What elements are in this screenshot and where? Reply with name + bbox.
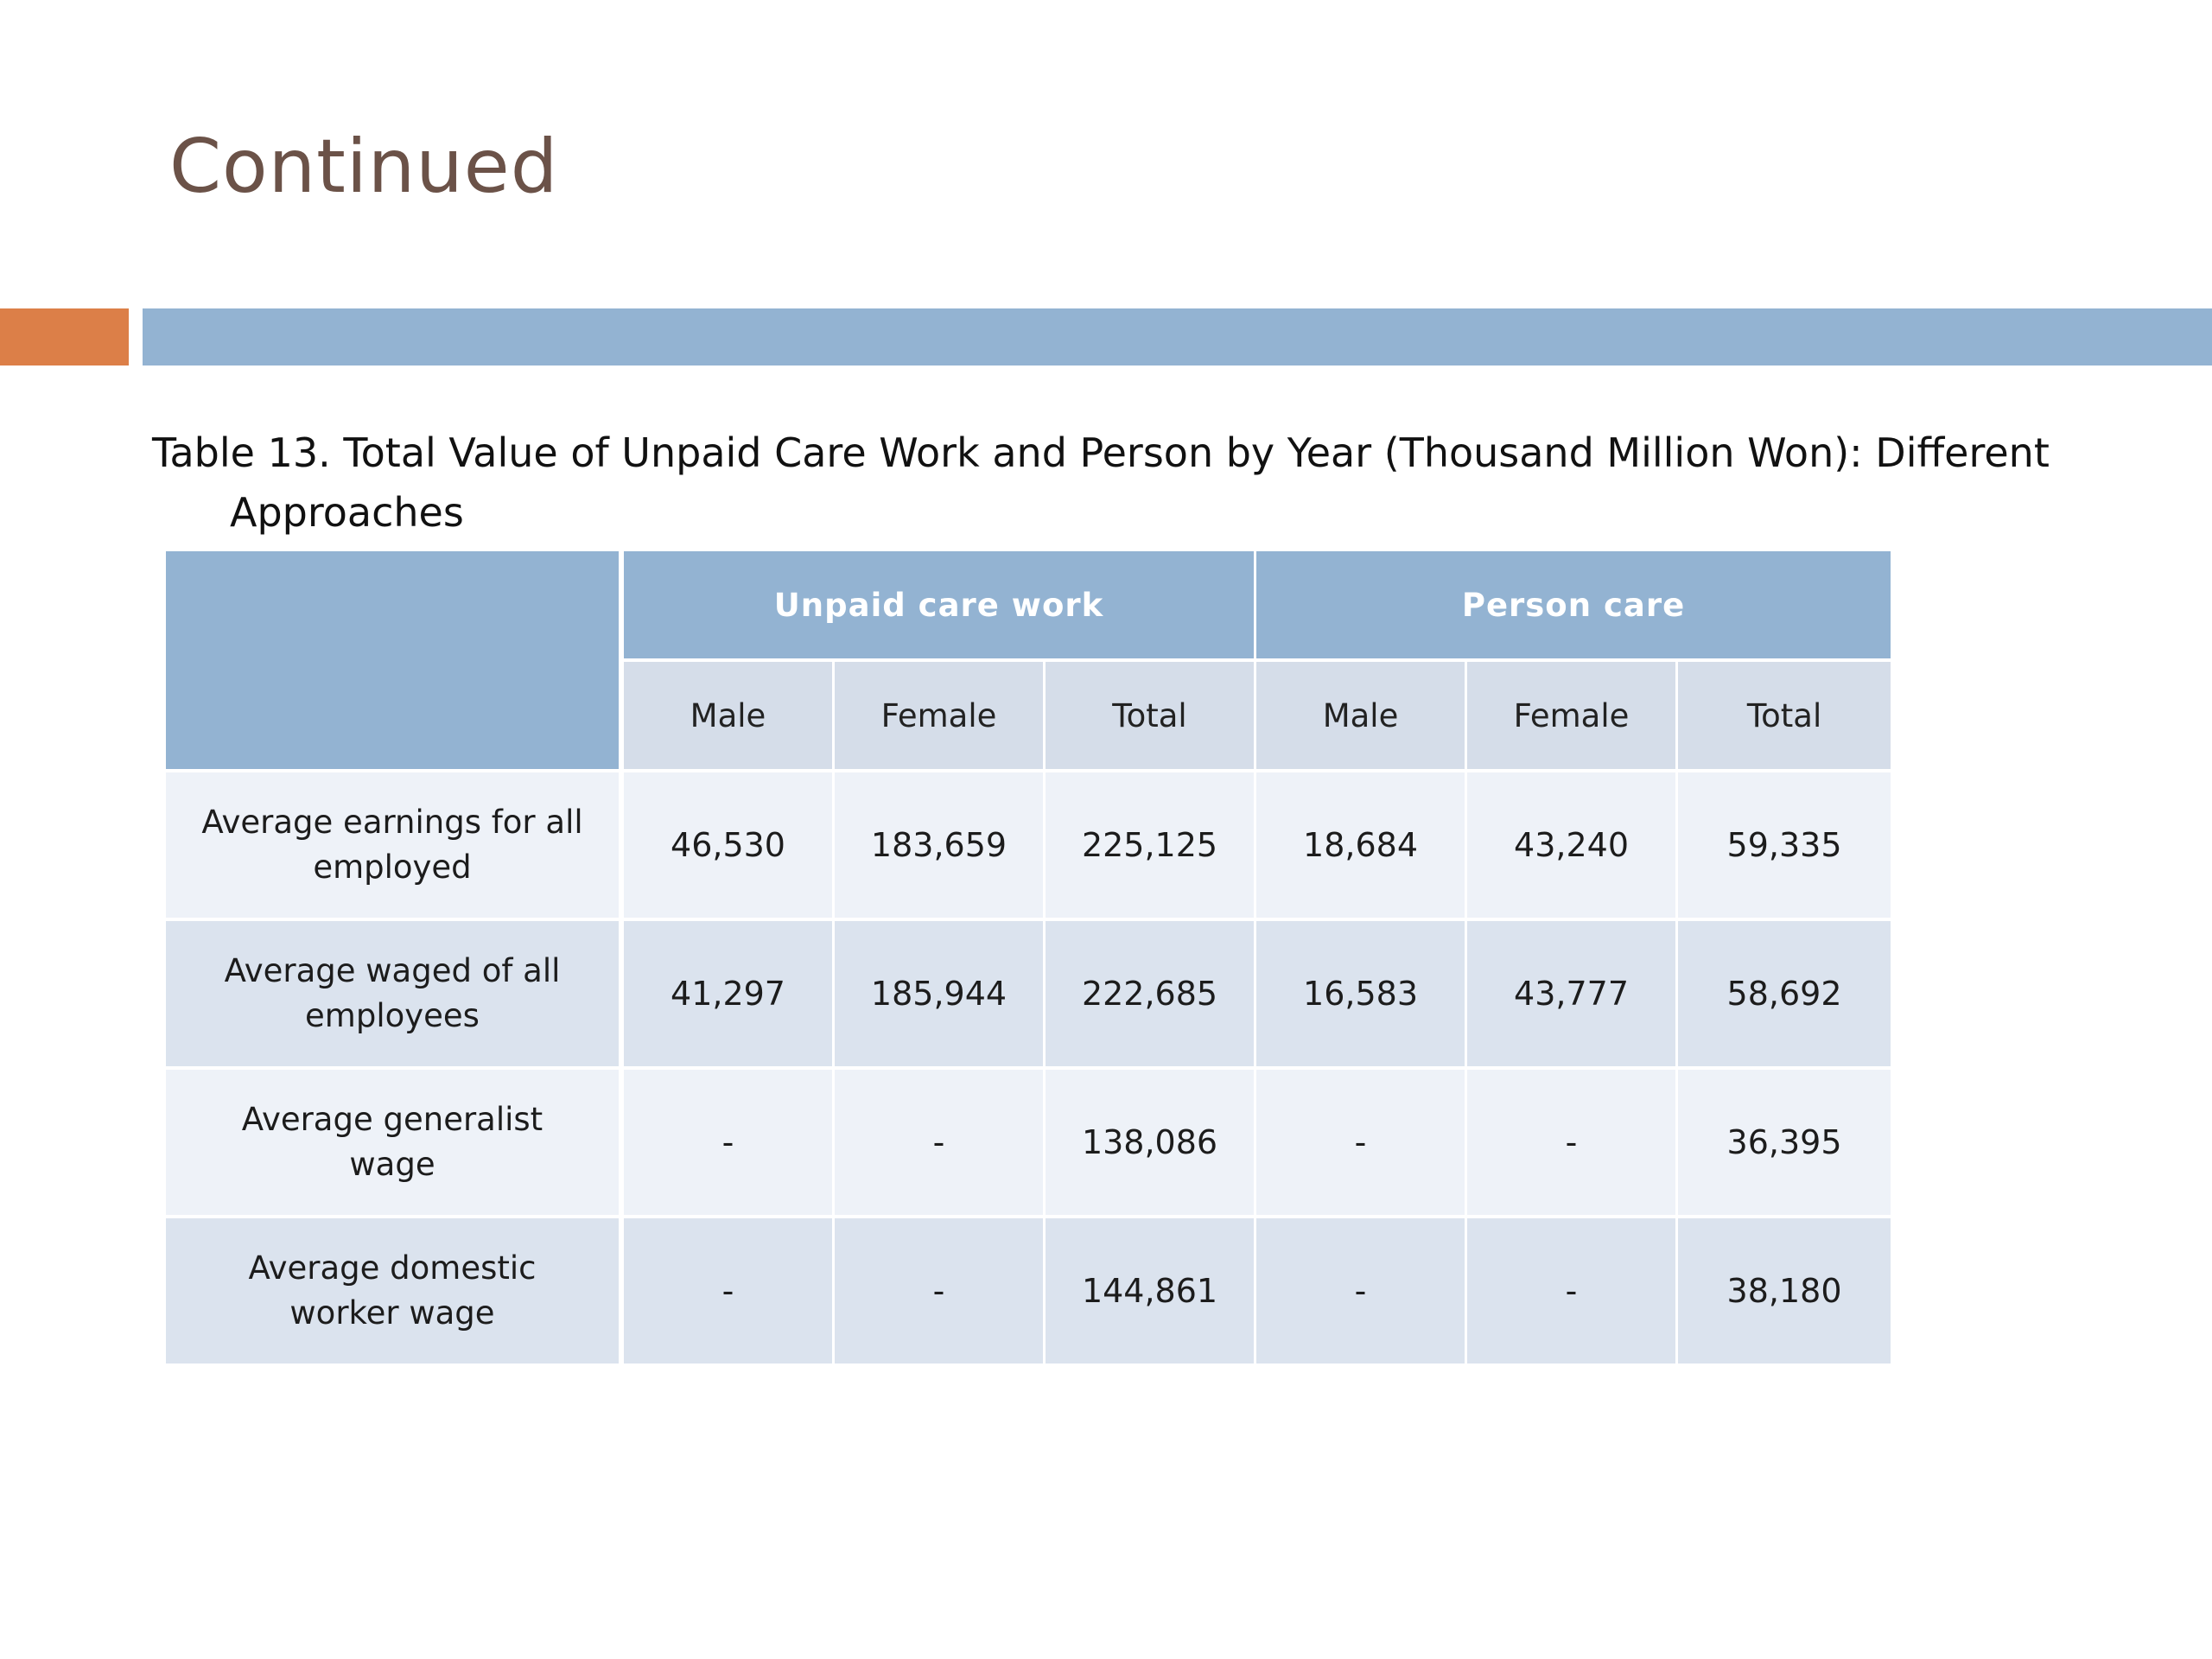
column-header-unpaid-total: Total <box>1046 662 1256 772</box>
table-cell: 43,240 <box>1467 772 1678 921</box>
table-cell: 18,684 <box>1256 772 1467 921</box>
accent-bar-orange <box>0 308 129 365</box>
table-cell: 43,777 <box>1467 921 1678 1070</box>
table-cell: 144,861 <box>1046 1218 1256 1367</box>
table-cell: 185,944 <box>835 921 1046 1070</box>
column-header-unpaid-female: Female <box>835 662 1046 772</box>
table-row <box>166 1070 1891 1218</box>
row-label: Average generalist wage <box>166 1070 624 1218</box>
table-row <box>166 1218 1891 1367</box>
table-cell: 59,335 <box>1678 772 1891 921</box>
slide-title: Continued <box>169 124 559 210</box>
table-cell: - <box>624 1070 835 1218</box>
column-header-unpaid-male: Male <box>624 662 835 772</box>
row-label: Average waged of all employees <box>166 921 624 1070</box>
table-cell: - <box>624 1218 835 1367</box>
group-header-row <box>166 551 1891 662</box>
table-cell: - <box>1256 1070 1467 1218</box>
table-cell: 222,685 <box>1046 921 1256 1070</box>
data-table <box>166 551 1891 1367</box>
column-header-person-male: Male <box>1256 662 1467 772</box>
table-cell: 225,125 <box>1046 772 1256 921</box>
group-header-unpaid-care-work: Unpaid care work <box>624 551 1256 662</box>
table-cell: 183,659 <box>835 772 1046 921</box>
row-label: Average earnings for all employed <box>166 772 624 921</box>
table-cell: 138,086 <box>1046 1070 1256 1218</box>
table-cell: 46,530 <box>624 772 835 921</box>
table-cell: - <box>1467 1218 1678 1367</box>
table-cell: 38,180 <box>1678 1218 1891 1367</box>
table-cell: 58,692 <box>1678 921 1891 1070</box>
table-cell: - <box>1467 1070 1678 1218</box>
table-cell: - <box>835 1070 1046 1218</box>
table-cell: - <box>1256 1218 1467 1367</box>
table-cell: 36,395 <box>1678 1070 1891 1218</box>
column-header-person-total: Total <box>1678 662 1891 772</box>
table-cell: - <box>835 1218 1046 1367</box>
table-row <box>166 772 1891 921</box>
group-header-person-care: Person care <box>1256 551 1891 662</box>
table-caption: Table 13. Total Value of Unpaid Care Work and Person by Year (Thousand Million Won): Different Approaches <box>152 429 2050 536</box>
table-cell: 41,297 <box>624 921 835 1070</box>
header-corner-cell <box>166 551 624 772</box>
table-cell: 16,583 <box>1256 921 1467 1070</box>
row-label: Average domestic worker wage <box>166 1218 624 1367</box>
table-row <box>166 921 1891 1070</box>
accent-bar-blue <box>143 308 2212 365</box>
column-header-person-female: Female <box>1467 662 1678 772</box>
